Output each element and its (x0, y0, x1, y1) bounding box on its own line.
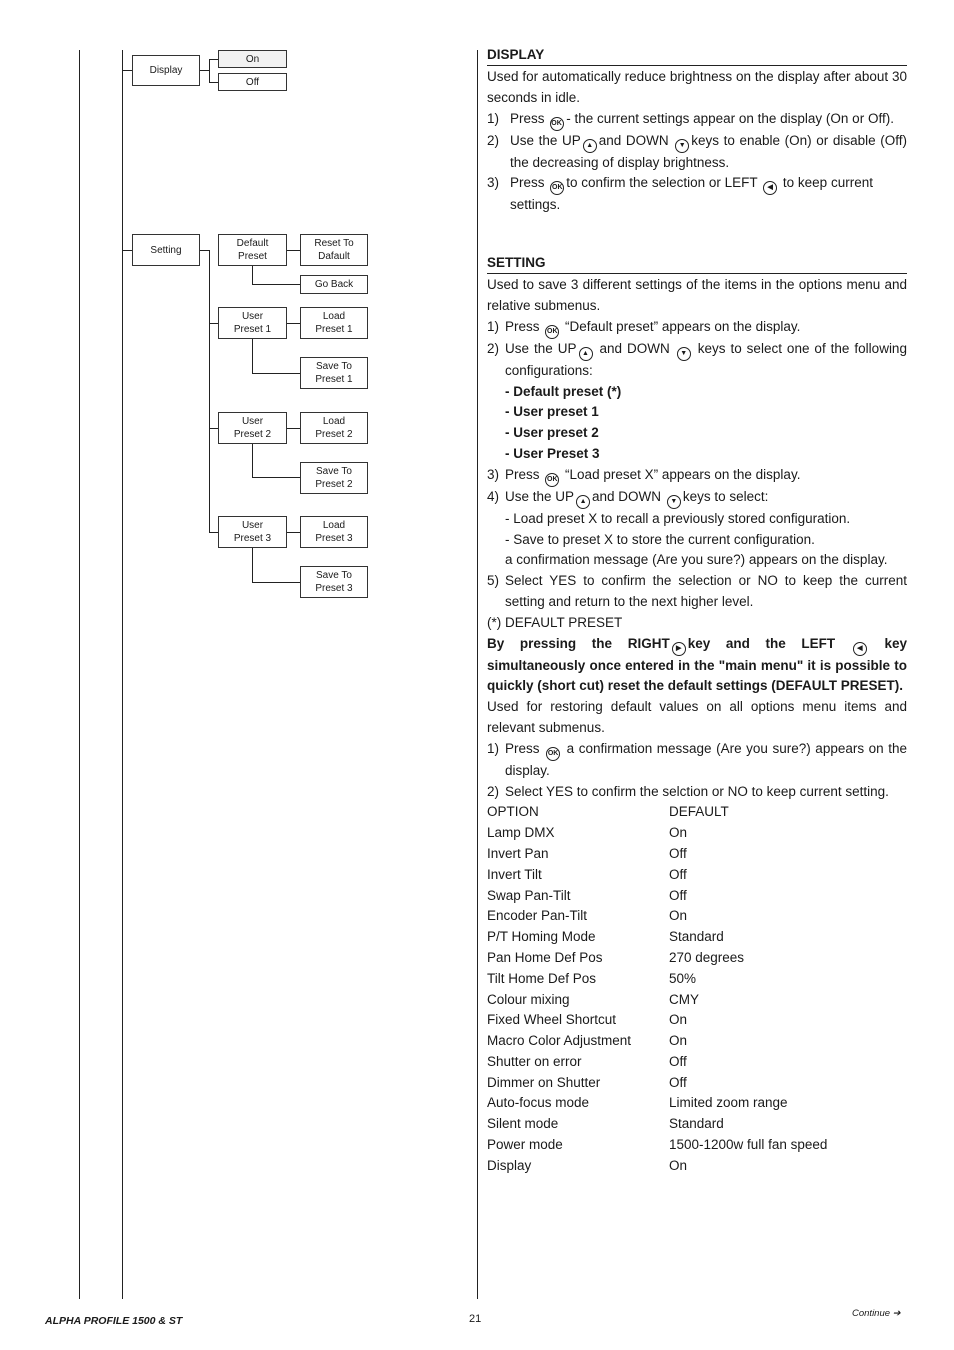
down-arrow-icon: ▼ (667, 495, 681, 509)
option-default: On (669, 908, 688, 924)
option-default: Limited zoom range (669, 1095, 788, 1111)
table-row (487, 948, 907, 969)
option-default: CMY (669, 991, 699, 1007)
down-arrow-icon: ▼ (677, 347, 691, 361)
step4-load: - Load preset X to recall a previously stored configuration. (505, 510, 851, 526)
default-preset-title: (*) DEFAULT PRESET (487, 614, 623, 630)
menu-box-load-preset-2: Load Preset 2 (300, 412, 368, 444)
option-default: Standard (669, 1116, 724, 1132)
option-name: Dimmer on Shutter (487, 1074, 601, 1090)
step4-confirm: a confirmation message (Are you sure?) appears on the display. (505, 552, 888, 568)
option-name: Macro Color Adjustment (487, 1033, 632, 1049)
option-name: Colour mixing (487, 991, 570, 1007)
text-column (487, 46, 907, 1177)
setting-step-4: 4) Use the UP ▲ and DOWN ▼ keys to select: (487, 487, 907, 509)
restore-step-2: 2) Select YES to confirm the selction or NO to keep current setting. (487, 783, 889, 799)
option-name: Swap Pan-Tilt (487, 887, 571, 903)
option-name: Lamp DMX (487, 825, 555, 841)
menu-box-setting: Setting (132, 234, 200, 266)
defaults-table (487, 823, 907, 1177)
table-row (487, 1052, 907, 1073)
ok-icon: OK (545, 325, 559, 339)
ok-icon: OK (545, 473, 559, 487)
shortcut-note: By pressing the RIGHT ▶ key and the LEFT ◀ key simultaneously once entered in the "main menu" it is possible to quickly (short cut) reset the default settings (DEFAULT PRESET). (487, 635, 907, 694)
table-row (487, 865, 907, 886)
option-name: Fixed Wheel Shortcut (487, 1012, 617, 1028)
ok-icon: OK (550, 181, 564, 195)
option-default: On (669, 1012, 688, 1028)
option-name: Invert Pan (487, 845, 549, 861)
right-arrow-icon: ▶ (672, 642, 686, 656)
ok-icon: OK (546, 747, 560, 761)
menu-box-save-preset-1: Save To Preset 1 (300, 357, 368, 389)
restore-intro: Used for restoring default values on all options menu items and relevant submenus. (487, 699, 907, 735)
restore-step-1: 1) Press OK a confirmation message (Are you sure?) appears on the display. (487, 740, 907, 778)
table-row (487, 886, 907, 907)
footer-product: ALPHA PROFILE 1500 & ST (45, 1315, 183, 1327)
table-row (487, 1114, 907, 1135)
config-default: - Default preset (*) (505, 383, 622, 399)
up-arrow-icon: ▲ (583, 139, 597, 153)
table-row (487, 969, 907, 990)
option-default: 50% (669, 970, 697, 986)
table-row (487, 1073, 907, 1094)
setting-step-1: 1) Press OK “Default preset” appears on the display. (487, 317, 907, 339)
option-default: Off (669, 866, 687, 882)
setting-step-2: 2) Use the UP ▲ and DOWN ▼ keys to select one of the following configurations: (487, 340, 907, 378)
menu-box-default-preset: Default Preset (218, 234, 287, 266)
option-name: P/T Homing Mode (487, 929, 596, 945)
config-user-1: - User preset 1 (505, 404, 599, 420)
option-default: Off (669, 845, 687, 861)
option-default: On (669, 825, 688, 841)
menu-box-off: Off (218, 73, 287, 91)
option-name: Silent mode (487, 1116, 559, 1132)
menu-box-user-preset-1: User Preset 1 (218, 307, 287, 339)
option-default: On (669, 1033, 688, 1049)
display-heading: DISPLAY (487, 46, 907, 66)
table-row (487, 906, 907, 927)
menu-box-save-preset-2: Save To Preset 2 (300, 462, 368, 494)
table-row (487, 823, 907, 844)
config-user-2: - User preset 2 (505, 425, 599, 441)
column-divider (477, 50, 478, 1299)
display-step-3: 3) Press OK to confirm the selection or LEFT ◀ to keep current settings. (487, 175, 873, 213)
option-default: Standard (669, 929, 724, 945)
option-name: Shutter on error (487, 1053, 582, 1069)
setting-step-5: 5) Select YES to confirm the selection or NO to keep the current setting and return to the next higher level. (487, 573, 907, 609)
menu-box-load-preset-3: Load Preset 3 (300, 516, 368, 548)
option-default: Off (669, 1074, 687, 1090)
page-rule-left (79, 50, 80, 1299)
table-row (487, 1031, 907, 1052)
option-name: Auto-focus mode (487, 1095, 590, 1111)
ok-icon: OK (550, 117, 564, 131)
continue-label: Continue ➔ (852, 1308, 901, 1319)
menu-trunk-line (122, 50, 123, 1299)
option-default: Off (669, 1053, 687, 1069)
setting-intro: Used to save 3 different settings of the items in the options menu and relative submenus. (487, 277, 907, 313)
table-row (487, 1135, 907, 1156)
left-arrow-icon: ◀ (853, 642, 867, 656)
menu-box-load-preset-1: Load Preset 1 (300, 307, 368, 339)
up-arrow-icon: ▲ (576, 495, 590, 509)
display-step-2: 2) Use the UP ▲ and DOWN ▼ keys to enable (On) or disable (Off) the decreasing of display brightness. (487, 132, 907, 170)
display-intro: Used for automatically reduce brightness on the display after about 30 seconds in idle. (487, 69, 907, 105)
option-name: Display (487, 1157, 532, 1173)
table-row (487, 1010, 907, 1031)
menu-box-reset-to-default: Reset To Dafault (300, 234, 368, 266)
defaults-table-header: OPTION DEFAULT (487, 804, 729, 820)
menu-box-display: Display (132, 55, 200, 86)
option-name: Invert Tilt (487, 866, 542, 882)
option-default: On (669, 1157, 688, 1173)
setting-step-3: 3) Press OK “Load preset X” appears on the display. (487, 465, 907, 487)
up-arrow-icon: ▲ (579, 347, 593, 361)
option-default: 270 degrees (669, 949, 745, 965)
table-row (487, 990, 907, 1011)
menu-box-user-preset-2: User Preset 2 (218, 412, 287, 444)
table-row (487, 844, 907, 865)
table-row (487, 927, 907, 948)
option-name: Pan Home Def Pos (487, 949, 603, 965)
left-arrow-icon: ◀ (763, 181, 777, 195)
config-user-3: - User Preset 3 (505, 445, 600, 461)
menu-box-save-preset-3: Save To Preset 3 (300, 566, 368, 598)
option-default: 1500-1200w full fan speed (669, 1137, 828, 1153)
menu-box-go-back: Go Back (300, 275, 368, 294)
table-row (487, 1093, 907, 1114)
option-name: Encoder Pan-Tilt (487, 908, 588, 924)
option-default: Off (669, 887, 687, 903)
down-arrow-icon: ▼ (675, 139, 689, 153)
option-name: Tilt Home Def Pos (487, 970, 597, 986)
menu-box-on: On (218, 50, 287, 68)
table-row (487, 1156, 907, 1177)
page-number: 21 (469, 1313, 482, 1325)
option-name: Power mode (487, 1137, 563, 1153)
setting-heading: SETTING (487, 254, 907, 274)
display-step-1: 1) Press OK - the current settings appear on the display (On or Off). (487, 109, 907, 131)
step4-save: - Save to preset X to store the current configuration. (505, 531, 815, 547)
menu-box-user-preset-3: User Preset 3 (218, 516, 287, 548)
